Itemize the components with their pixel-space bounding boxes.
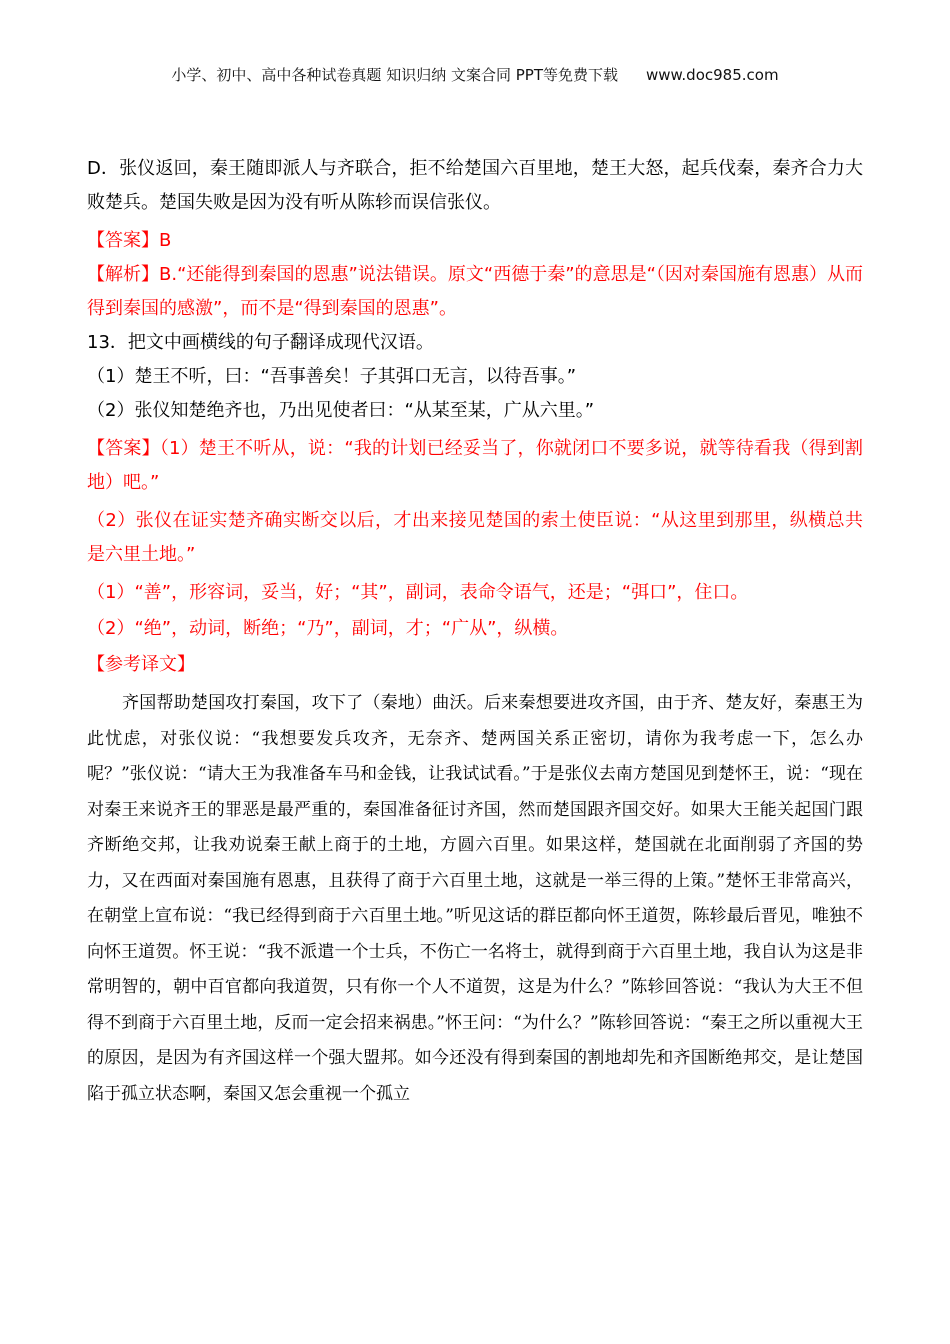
answer-13-part-2: （2）张仪在证实楚齐确实断交以后，才出来接见楚国的索土使臣说：“从这里到那里，纵横总共是六里土地。” (87, 510, 863, 565)
question-13-sentence-2: （2）张仪知楚绝齐也，乃出见使者曰：“从某至某，广从六里。” (87, 400, 595, 421)
translation-heading: 【参考译文】 (87, 654, 195, 675)
answer-12: 【答案】B (87, 230, 172, 251)
answer-13-part-1: 【答案】（1）楚王不听从，说：“我的计划已经妥当了，你就闭口不要多说，就等待看我（得到割地）吧。” (87, 438, 863, 493)
answer-13-note-1: （1）“善”，形容词，妥当，好；“其”，副词，表命令语气，还是；“弭口”，住口。 (87, 582, 749, 603)
option-d: D．张仪返回，秦王随即派人与齐联合，拒不给楚国六百里地，楚王大怒，起兵伐秦，秦齐合力大败楚兵。楚国失败是因为没有听从陈轸而误信张仪。 (87, 158, 863, 213)
analysis-12: 【解析】B.“还能得到秦国的恩惠”说法错误。原文“西德于秦”的意思是“（因对秦国施有恩惠）从而得到秦国的感激”，而不是“得到秦国的恩惠”。 (87, 264, 863, 319)
page-header (0, 64, 950, 85)
question-13-sentence-1: （1）楚王不听，曰：“吾事善矣！子其弭口无言，以待吾事。” (87, 366, 577, 387)
header-website[interactable]: www.doc985.com (645, 66, 779, 84)
reference-translation: 齐国帮助楚国攻打秦国，攻下了（秦地）曲沃。后来秦想要进攻齐国，由于齐、楚友好，秦惠王为此忧虑，对张仪说：“我想要发兵攻齐，无奈齐、楚两国关系正密切，请你为我考虑一下，怎么办呢？”张仪说：“请大王为我准备车马和金钱，让我试试看。”于是张仪去南方楚国见到楚怀王，说：“现在对秦王来说齐王的罪恶是最严重的，秦国准备征讨齐国，然而楚国跟齐国交好。如果大王能关起国门跟齐断绝交邦，让我劝说秦王献上商于的土地，方圆六百里。如果这样，楚国就在北面削弱了齐国的势力，又在西面对秦国施有恩惠，且获得了商于六百里土地，这就是一举三得的上策。”楚怀王非常高兴，在朝堂上宣布说：“我已经得到商于六百里土地。”听见这话的群臣都向怀王道贺，陈轸最后晋见，唯独不向怀王道贺。怀王说：“我不派遣一个士兵，不伤亡一名将士，就得到商于六百里土地，我自认为这是非常明智的，朝中百官都向我道贺，只有你一个人不道贺，这是为什么？”陈轸回答说：“我认为大王不但得不到商于六百里土地，反而一定会招来祸患。”怀王问：“为什么？”陈轸回答说：“秦王之所以重视大王的原因，是因为有齐国这样一个强大盟邦。如今还没有得到秦国的割地却先和齐国断绝邦交，是让楚国陷于孤立状态啊，秦国又怎会重视一个孤立 (87, 693, 863, 1104)
header-text: 小学、初中、高中各种试卷真题 知识归纳 文案合同 PPT等免费下载 (171, 66, 618, 84)
document-body (87, 152, 863, 1112)
question-13-title: 13．把文中画横线的句子翻译成现代汉语。 (87, 332, 434, 353)
answer-13-note-2: （2）“绝”，动词，断绝；“乃”，副词，才；“广从”，纵横。 (87, 618, 569, 639)
